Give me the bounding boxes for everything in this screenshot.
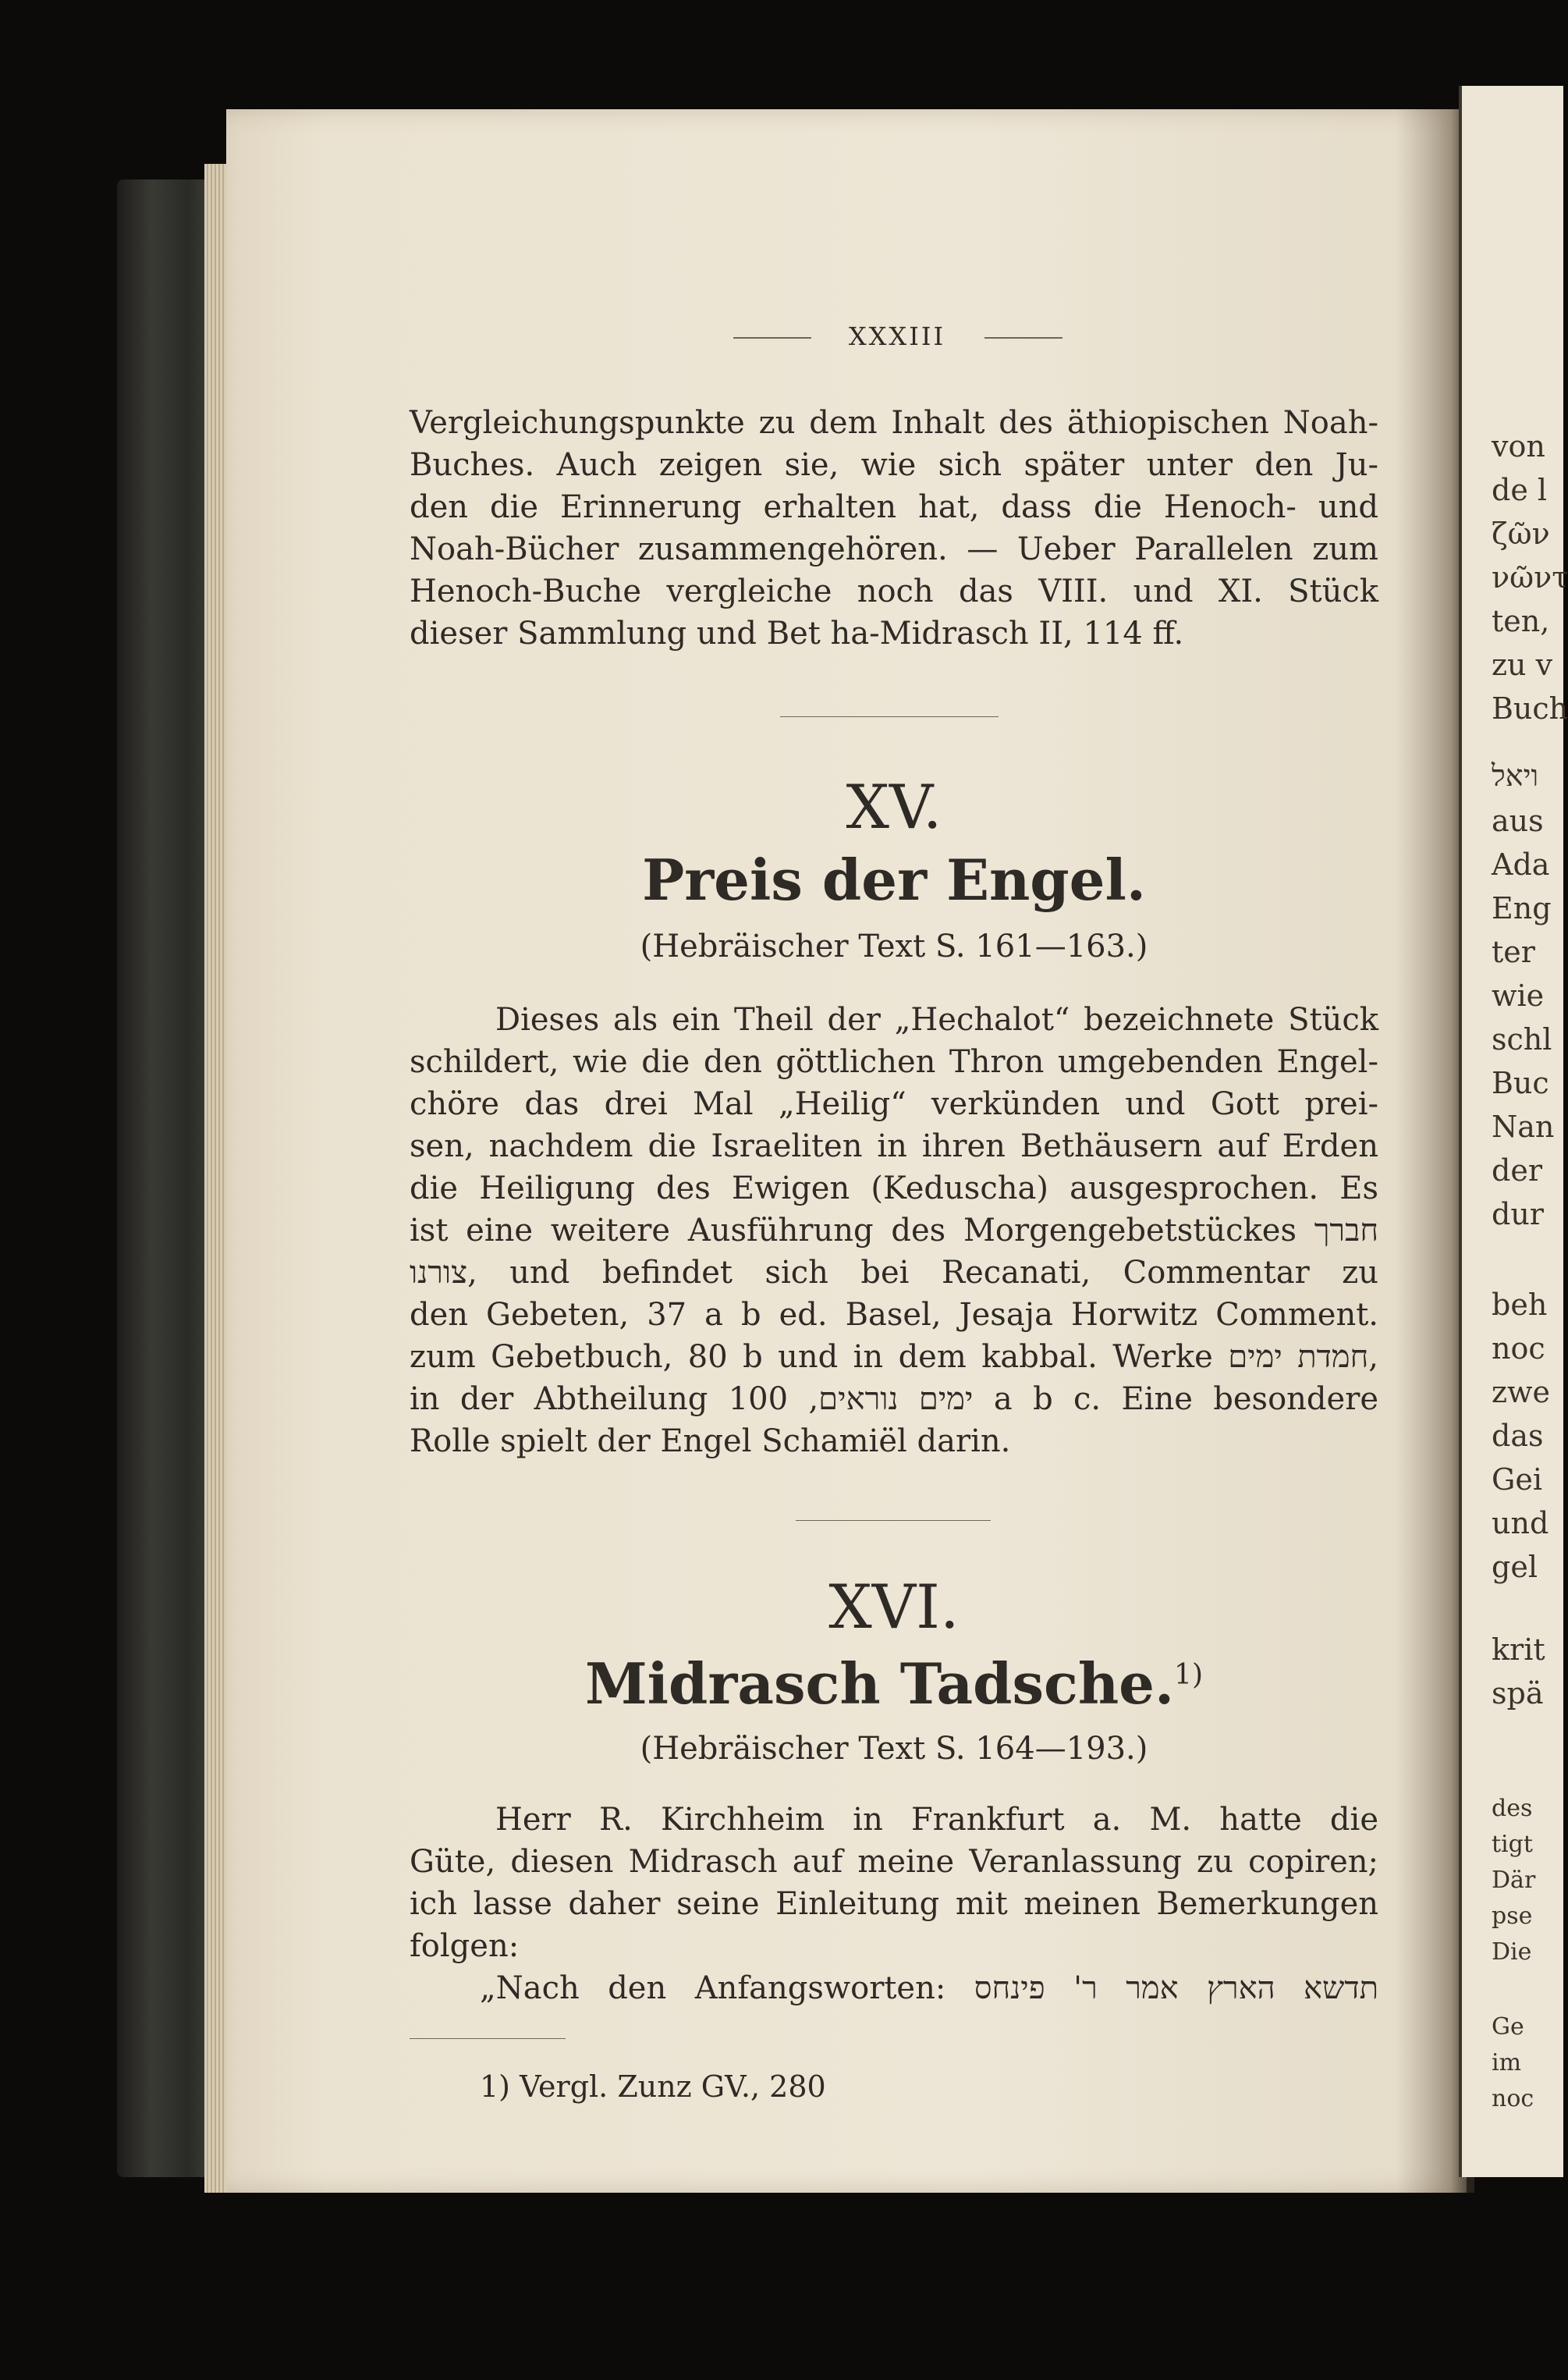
paragraph-line: צורנו, und befindet sich bei Recanati, Commentar zu <box>410 1255 1378 1291</box>
facing-fragment: de l <box>1492 473 1548 507</box>
section-divider <box>780 716 999 717</box>
paragraph-line: ist eine weitere Ausführung des Morgengebetstückes חברך <box>410 1213 1378 1249</box>
intro-line: Buches. Auch zeigen sie, wie sich später unter den Ju- <box>410 447 1378 483</box>
intro-line: Henoch-Buche vergleiche noch das VIII. und XI. Stück <box>410 574 1378 609</box>
facing-fragment: pse <box>1492 1902 1533 1930</box>
facing-fragment: noc <box>1492 1331 1545 1366</box>
facing-fragment: Eng <box>1492 891 1552 925</box>
facing-fragment: Buch <box>1492 691 1568 726</box>
facing-fragment: aus <box>1492 804 1544 838</box>
facing-page <box>1459 86 1568 2177</box>
facing-fragment: ζῶν <box>1492 517 1550 551</box>
facing-fragment: im <box>1492 2049 1522 2076</box>
facing-fragment: Buc <box>1492 1066 1549 1100</box>
section-title <box>410 1650 1378 1717</box>
intro-line: dieser Sammlung und Bet ha-Midrasch II, 114 ff. <box>410 616 1184 652</box>
facing-fragment: und <box>1492 1506 1549 1540</box>
facing-fragment: beh <box>1492 1288 1548 1322</box>
paragraph-line: die Heiligung des Ewigen (Keduscha) ausgesprochen. Es <box>410 1170 1378 1206</box>
facing-fragment: von <box>1492 429 1545 464</box>
facing-fragment: noc <box>1492 2085 1534 2112</box>
facing-fragment: Die <box>1492 1938 1532 1966</box>
facing-fragment: krit <box>1492 1632 1545 1667</box>
paragraph-line: Güte, diesen Midrasch auf meine Veranlassung zu copiren; <box>410 1844 1378 1880</box>
footnote-marker: 1) <box>1174 1659 1203 1691</box>
facing-fragment: schl <box>1492 1022 1552 1057</box>
facing-fragment: ויאל <box>1492 758 1539 793</box>
intro-line: Vergleichungspunkte zu dem Inhalt des äthiopischen Noah- <box>410 405 1378 441</box>
paragraph-line: „Nach den Anfangsworten: תדשא הארץ אמר ר' פינחס <box>480 1970 1378 2006</box>
section-subtitle: (Hebräischer Text S. 164—193.) <box>640 1731 1148 1767</box>
section-numeral: XVI. <box>828 1572 960 1643</box>
intro-line: Noah-Bücher zusammengehören. — Ueber Parallelen zum <box>410 531 1378 567</box>
footnote-rule <box>410 2038 566 2039</box>
facing-fragment: tigt <box>1492 1831 1533 1858</box>
paragraph-line: Herr R. Kirchheim in Frankfurt a. M. hatte die <box>495 1802 1378 1838</box>
facing-fragment: νῶντ <box>1492 560 1568 595</box>
facing-fragment: Ge <box>1492 2013 1524 2041</box>
section-title-text: Midrasch Tadsche. <box>584 1650 1175 1717</box>
paragraph-line: in der Abtheilung ימים נוראים, 100 a b c. Eine besondere <box>410 1381 1379 1417</box>
facing-fragment: des <box>1492 1795 1533 1822</box>
paragraph-line: Dieses als ein Theil der „Hechalot“ bezeichnete Stück <box>495 1002 1378 1038</box>
paragraph-line: zum Gebetbuch, 80 b und in dem kabbal. Werke חמדת ימים, <box>410 1339 1378 1375</box>
facing-fragment: Nan <box>1492 1110 1555 1144</box>
facing-fragment: das <box>1492 1419 1544 1453</box>
facing-fragment: spä <box>1492 1676 1544 1710</box>
facing-fragment: ten, <box>1492 604 1550 638</box>
section-subtitle: (Hebräischer Text S. 161—163.) <box>640 929 1148 964</box>
paragraph-line: Rolle spielt der Engel Schamiël darin. <box>410 1423 1011 1459</box>
paragraph-line: sen, nachdem die Israeliten in ihren Bethäusern auf Erden <box>410 1128 1378 1164</box>
section-title: Preis der Engel. <box>642 847 1146 913</box>
section-numeral: XV. <box>846 773 942 843</box>
facing-fragment: wie <box>1492 979 1545 1013</box>
facing-fragment: Ada <box>1492 847 1550 882</box>
footnote: 1) Vergl. Zunz GV., 280 <box>480 2069 826 2104</box>
facing-fragment: Gei <box>1492 1462 1542 1497</box>
paragraph-line: den Gebeten, 37 a b ed. Basel, Jesaja Horwitz Comment. <box>410 1297 1378 1333</box>
paragraph-line: chöre das drei Mal „Heilig“ verkünden und Gott prei- <box>410 1086 1378 1122</box>
paragraph-line: ich lasse daher seine Einleitung mit meinen Bemerkungen <box>410 1886 1378 1922</box>
running-head-rule-left <box>733 337 811 339</box>
facing-fragment: zu v <box>1492 648 1553 682</box>
facing-fragment: gel <box>1492 1550 1538 1584</box>
section-divider <box>796 1520 991 1521</box>
running-head: XXXIII <box>848 321 946 351</box>
facing-fragment: Där <box>1492 1867 1536 1894</box>
running-head-rule-right <box>984 337 1062 339</box>
facing-fragment: der <box>1492 1153 1542 1188</box>
facing-fragment: zwe <box>1492 1375 1551 1409</box>
facing-fragment: dur <box>1492 1197 1544 1231</box>
intro-line: den die Erinnerung erhalten hat, dass die Henoch- und <box>410 489 1378 525</box>
paragraph-line: folgen: <box>410 1928 520 1964</box>
facing-fragment: ter <box>1492 935 1535 969</box>
paragraph-line: schildert, wie die den göttlichen Thron umgebenden Engel- <box>410 1044 1378 1080</box>
